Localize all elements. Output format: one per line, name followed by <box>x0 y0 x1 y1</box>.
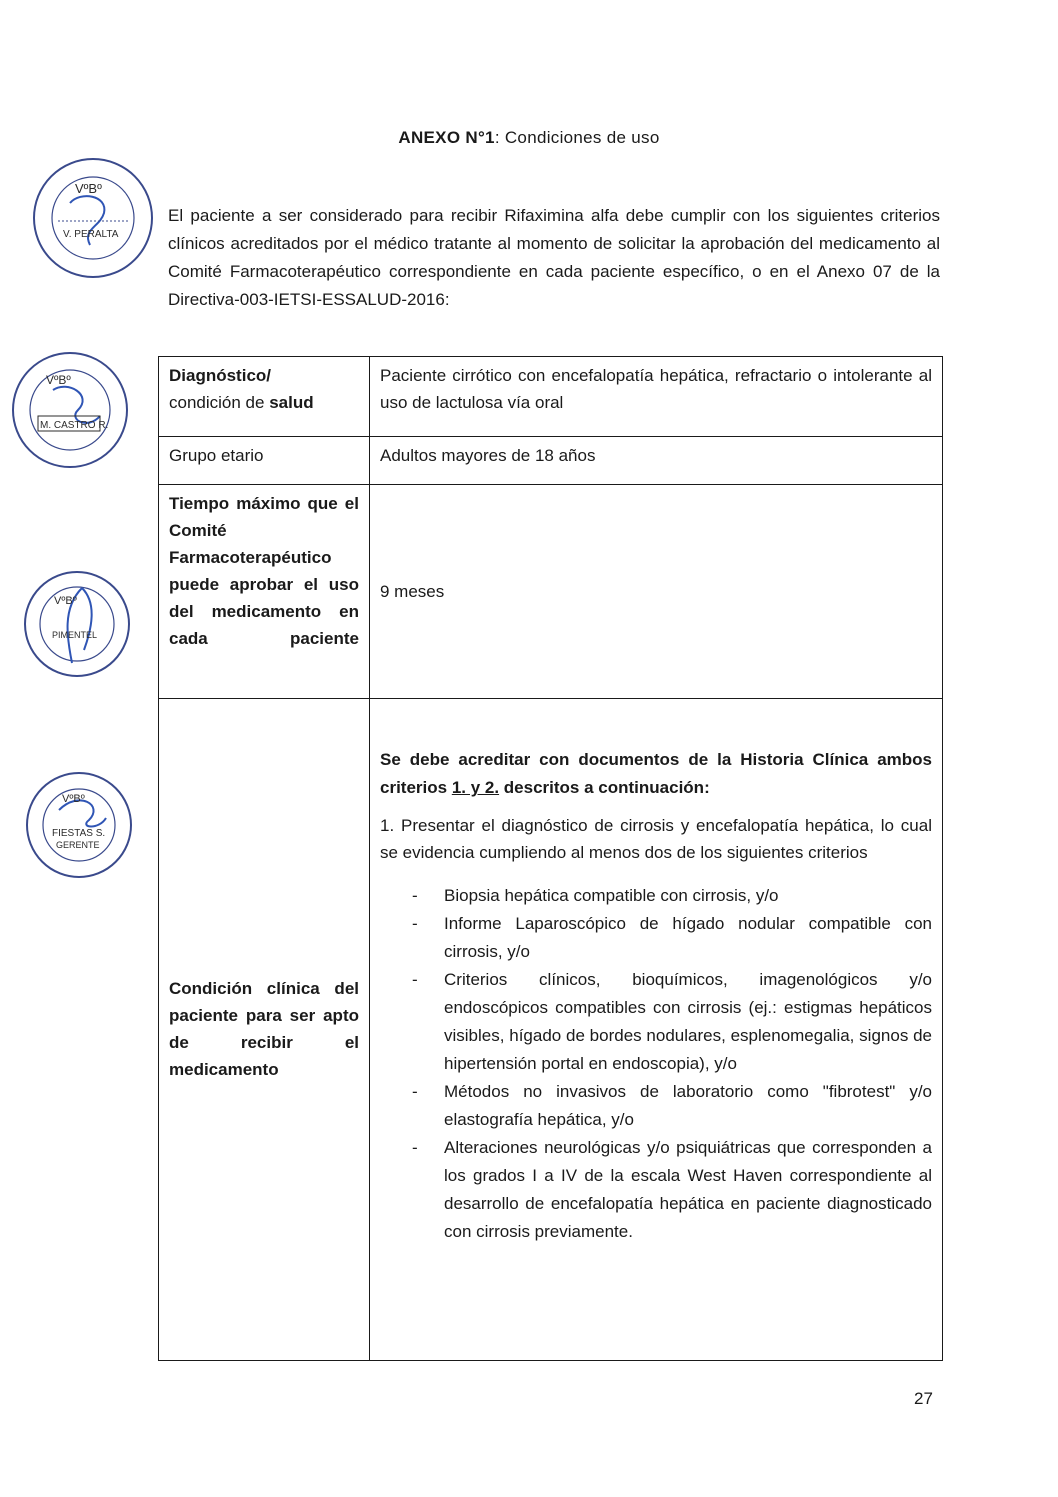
table-row-diagnosis <box>159 357 943 437</box>
max-time-label: Tiempo máximo que el Comité Farmacoterapéutico puede aprobar el uso del medicamento en cada paciente <box>159 485 370 699</box>
stamp-4-sign: VºBº <box>62 793 85 805</box>
list-item: - Alteraciones neurológicas y/o psiquiátricas que corresponden a los grados I a IV de la escala West Haven correspondiente al desarrollo de encefalopatía hepática en paciente diagnosticado con cirrosis previamente. <box>410 1134 932 1246</box>
diagnosis-label-line1: Diagnóstico/ <box>169 366 272 385</box>
stamp-3-name: PIMENTEL <box>52 630 98 640</box>
age-group-label: Grupo etario <box>159 437 370 485</box>
diagnosis-label-line2: condición de salud <box>169 393 314 412</box>
criteria-heading: Se debe acreditar con documentos de la Historia Clínica ambos criterios 1. y 2. descritos a continuación: <box>380 750 932 797</box>
stamp-2-name: M. CASTRO R. <box>40 420 109 431</box>
table-row-clinical-condition <box>159 699 943 1361</box>
criterion-1: 1. Presentar el diagnóstico de cirrosis y encefalopatía hepática, lo cual se evidencia cumpliendo al menos dos de los siguientes criterios <box>380 816 932 862</box>
approval-stamp-4 <box>24 770 134 880</box>
stamp-1-name: V. PERALTA <box>63 229 119 240</box>
clinical-condition-value <box>370 699 943 1361</box>
list-item: - Criterios clínicos, bioquímicos, imagenológicos y/o endoscópicos compatibles con cirrosis (ej.: estigmas hepáticos visibles, hígado de bordes nodulares, esplenomegalia, signos de hipertensión portal en endoscopia), y/o <box>410 966 932 1078</box>
diagnosis-value: Paciente cirrótico con encefalopatía hepática, refractario o intolerante al uso de lactulosa vía oral <box>370 357 943 437</box>
diagnosis-label <box>159 357 370 437</box>
stamp-1-sign: VºBº <box>75 181 102 196</box>
stamp-2-sign: VºBº <box>46 373 71 387</box>
intro-paragraph: El paciente a ser considerado para recibir Rifaximina alfa debe cumplir con los siguientes criterios clínicos acreditados por el médico tratante al momento de solicitar la aprobación del medicamento al Comité Farmacoterapéutico correspondiente en cada paciente específico, o en el Anexo 07 de la Directiva-003-IETSI-ESSALUD-2016: <box>168 206 940 309</box>
criteria-list <box>380 882 932 1246</box>
list-item: - Métodos no invasivos de laboratorio como "fibrotest" y/o elastografía hepática, y/o <box>410 1078 932 1134</box>
table-row-age-group <box>159 437 943 485</box>
page-number: 27 <box>914 1389 933 1408</box>
approval-stamp-3 <box>22 568 132 680</box>
list-item: - Informe Laparoscópico de hígado nodular compatible con cirrosis, y/o <box>410 910 932 966</box>
stamp-4-title: GERENTE <box>56 840 100 850</box>
stamp-3-sign: VºBº <box>54 595 77 607</box>
list-item: - Biopsia hepática compatible con cirrosis, y/o <box>410 882 932 910</box>
stamp-4-name: FIESTAS S. <box>52 828 106 839</box>
title-bold: ANEXO N°1 <box>398 128 495 147</box>
approval-stamp-1 <box>30 155 156 281</box>
table-row-max-time <box>159 485 943 699</box>
approval-stamp-2 <box>8 350 132 470</box>
page-title <box>0 128 1058 148</box>
conditions-table <box>158 356 943 1361</box>
clinical-condition-label: Condición clínica del paciente para ser apto de recibir el medicamento <box>159 699 370 1361</box>
age-group-value: Adultos mayores de 18 años <box>370 437 943 485</box>
max-time-value: 9 meses <box>370 485 943 699</box>
title-rest: : Condiciones de uso <box>494 128 660 147</box>
